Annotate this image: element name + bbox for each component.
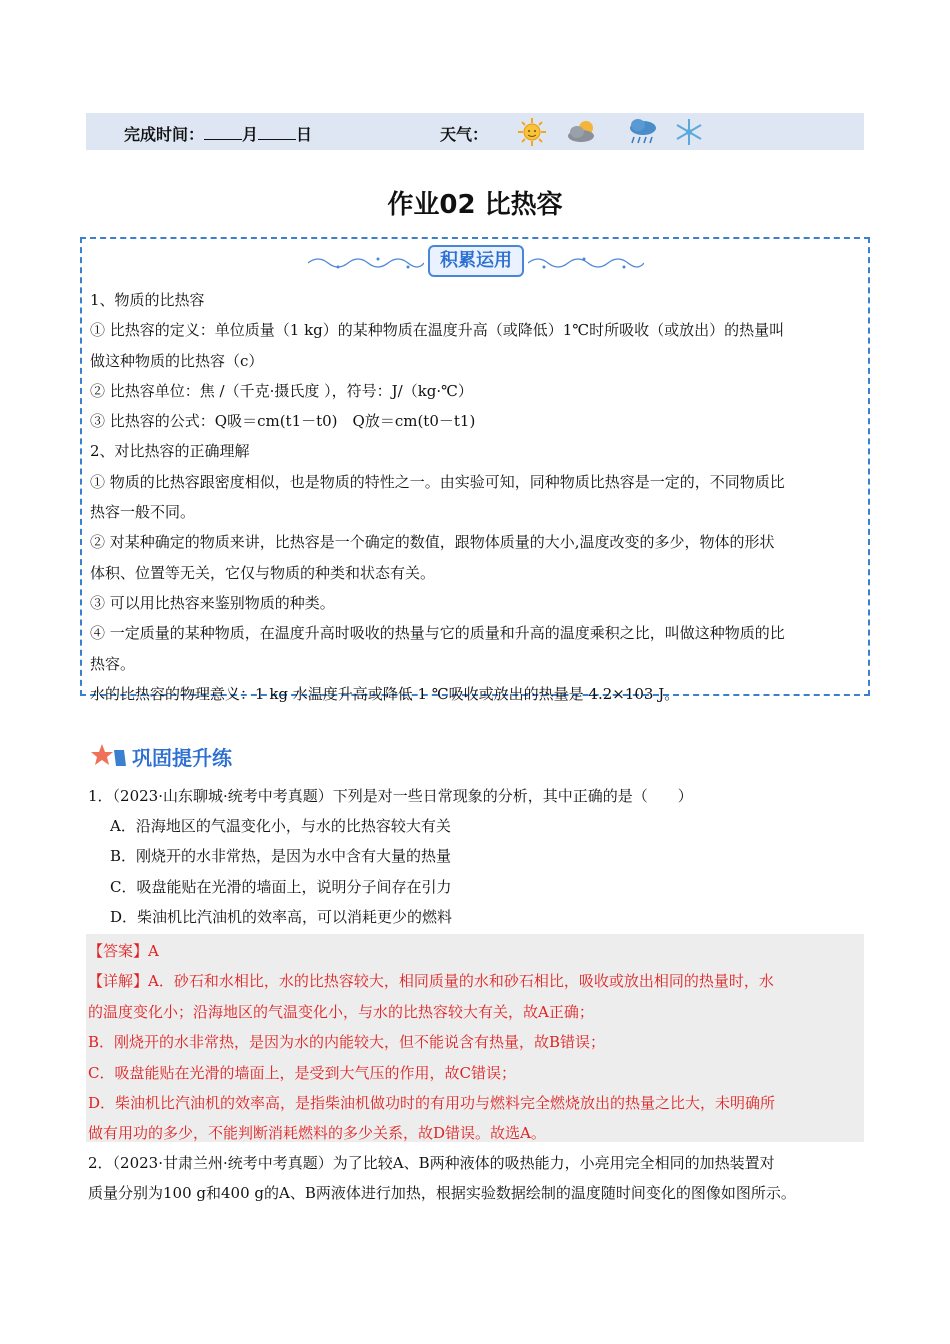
knowledge-line: 体积、位置等无关，它仅与物质的种类和状态有关。 — [90, 563, 436, 582]
knowledge-line: 水的比热容的物理意义：1 kg 水温度升高或降低 1 ℃吸收或放出的热量是 4.2×103 J。 — [90, 684, 680, 703]
knowledge-line: ④ 一定质量的某种物质，在温度升高时吸收的热量与它的质量和升高的温度乘积之比，叫做这种物质的比 — [90, 624, 785, 643]
knowledge-line: 热容一般不同。 — [90, 503, 196, 522]
knowledge-line: ③ 可以用比热容来鉴别物质的种类。 — [90, 593, 335, 612]
q2-line: 质量分别为100 g和400 g的A、B两液体进行加热，根据实验数据绘制的温度随时间变化的图像如图所示。 — [88, 1184, 796, 1202]
q1-option: D．柴油机比汽油机的效率高，可以消耗更少的燃料 — [110, 908, 453, 926]
banner-label: 积累运用 — [428, 245, 524, 277]
q1-option: B．刚烧开的水非常热，是因为水中含有大量的热量 — [110, 847, 452, 865]
detail-line: C．吸盘能贴在光滑的墙面上，是受到大气压的作用，故C错误； — [88, 1064, 516, 1082]
detail-line: B．刚烧开的水非常热，是因为水的内能较大，但不能说含有热量，故B错误； — [88, 1033, 606, 1051]
detail-line: 的温度变化小；沿海地区的气温变化小，与水的比热容较大有关，故A正确； — [88, 1003, 594, 1021]
answer-line — [88, 940, 159, 961]
header-band — [86, 113, 864, 150]
knowledge-line: 1、物质的比热容 — [90, 291, 205, 309]
knowledge-banner — [308, 245, 644, 279]
left-ornament-icon — [308, 255, 424, 271]
day-blank[interactable] — [258, 125, 296, 140]
right-ornament-icon — [528, 255, 644, 271]
knowledge-line: 做这种物质的比热容（c） — [90, 351, 264, 370]
knowledge-box — [80, 237, 870, 703]
month-blank[interactable] — [204, 125, 242, 140]
practice-heading: 巩固提升练 — [132, 746, 232, 770]
knowledge-line: ② 对某种确定的物质来讲，比热容是一个确定的数值，跟物体质量的大小,温度改变的多少，物体的形状 — [90, 533, 775, 552]
partly-cloudy-icon — [564, 117, 604, 147]
knowledge-line: 2、对比热容的正确理解 — [90, 442, 250, 461]
answer-tag: 【答案】 — [88, 942, 149, 960]
knowledge-lines — [90, 285, 870, 709]
q1-stem: 1．（2023·山东聊城·统考中考真题）下列是对一些日常现象的分析，其中正确的是（ ） — [88, 787, 693, 805]
q1-option: A．沿海地区的气温变化小，与水的比热容较大有关 — [110, 817, 451, 835]
knowledge-line: 热容。 — [90, 654, 136, 673]
knowledge-line: ① 物质的比热容跟密度相似，也是物质的特性之一。由实验可知，同种物质比热容是一定的，不同物质比 — [90, 472, 785, 491]
snowflake-icon — [674, 117, 704, 147]
detail-tag: 【详解】 — [88, 972, 149, 990]
rain-icon — [626, 117, 660, 149]
weather-label: 天气： — [440, 125, 489, 144]
q2-line: 2．（2023·甘肃兰州·统考中考真题）为了比较A、B两种液体的吸热能力，小亮用完全相同的加热装置对 — [88, 1154, 775, 1172]
detail-line: D．柴油机比汽油机的效率高，是指柴油机做功时的有用功与燃料完全燃烧放出的热量之比大，未明确所 — [88, 1094, 776, 1112]
star-icon — [90, 742, 130, 772]
page-title: 作业02 比热容 — [387, 190, 563, 220]
q1-option: C．吸盘能贴在光滑的墙面上，说明分子间存在引力 — [110, 878, 452, 896]
answer-value: A — [148, 942, 159, 960]
completion-time-label: 完成时间： 月 日 — [124, 125, 313, 144]
sun-icon — [516, 117, 548, 147]
detail-line: 做有用功的多少，不能判断消耗燃料的多少关系，故D错误。故选A。 — [88, 1124, 546, 1142]
knowledge-line: ③ 比热容的公式：Q吸＝cm(t1－t0) Q放＝cm(t0－t1) — [90, 412, 476, 431]
detail-line: 【详解】A．砂石和水相比，水的比热容较大，相同质量的水和砂石相比，吸收或放出相同的热量时，水 — [88, 972, 774, 990]
knowledge-line: ① 比热容的定义：单位质量（1 kg）的某种物质在温度升高（或降低）1℃时所吸收（或放出）的热量叫 — [90, 321, 785, 340]
knowledge-line: ② 比热容单位：焦 /（千克·摄氏度 ），符号：J/（kg·℃） — [90, 381, 473, 400]
